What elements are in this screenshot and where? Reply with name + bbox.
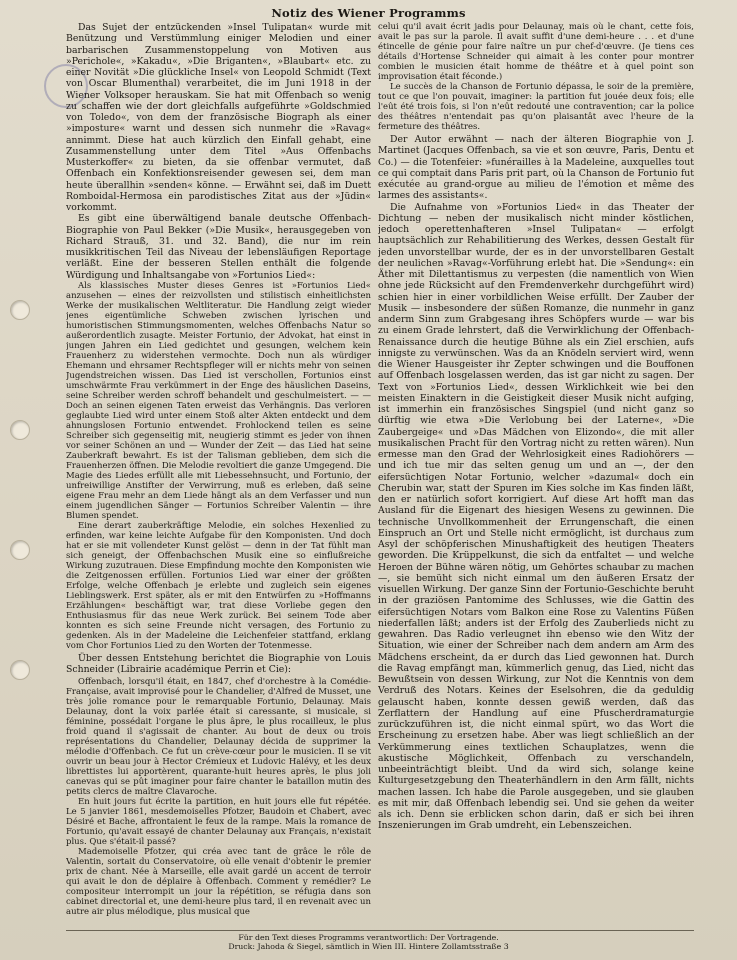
paragraph: Es gibt eine überwältigend banale deutsche Offenbach-Biographie von Paul Bekker (»Die Musik«, herausgegeben von Richard Strauß, 31. und 32. Band), die nur im rein musikkritischen Teil das Niveau der lebensläufigen Reportage verläßt. Eine der besseren Stellen enthält die folgende Würdigung und Inhaltsangabe von »Fortunios Lied«: xyxy=(66,213,371,281)
page-title: Notiz des Wiener Programms xyxy=(271,6,466,20)
punch-hole xyxy=(10,540,30,560)
punch-hole xyxy=(10,660,30,680)
quoted-paragraph: Le succès de la Chanson de Fortunio dépassa, le soir de la première, tout ce que l'on pouvait, imaginer: la partition fut jouée deux fois; elle l'eût été trois fois, si l'on n'eût redouté une contravention; car la police des théâtres n'entendait pas qu'on plaisantât avec l'heure de la fermeture des théâtres. xyxy=(378,82,694,132)
quoted-paragraph: Mademoiselle Pfotzer, qui créa avec tant de grâce le rôle de Valentin, sortait du Conservatoire, où elle venait d'obtenir le premier prix de chant. Née à Marseille, elle avait gardé un accent de terroir qui avait le don de déplaire à Offenbach. Comment y remédier? Le compositeur interrompit un jour la répétition, se réfugia dans son cabinet directorial et, une demi-heure plus tard, il en revenait avec un autre air plus mélodique, plus musical que xyxy=(66,847,371,918)
quoted-paragraph: En huit jours fut écrite la partition, en huit jours elle fut répétée. Le 5 janvier 1861, mesdemoiselles Pfotzer, Baudoin et Chabert, avec Désiré et Bache, affrontaient le feux de la rampe. Mais la romance de Fortunio, qu'avait essayé de chanter Delaunay aux Français, n'existait plus. Que s'était-il passé? xyxy=(66,797,371,848)
paragraph: Die Aufnahme von »Fortunios Lied« in das Theater der Dichtung — neben der musikalisch nicht minder köstlichen, jedoch operettenhafteren »Insel Tulipatan« — erfolgt hauptsächlich zur Rehabilitierung des Werkes, dessen Gestalt für jeden unvorstellbar wurde, der es in der unvorstellbaren Gestalt der neulichen »Ravag«-Vorführung erlebt hat. Die »Sendung«: ein Äther mit Dilettantismus zu verpesten (die namentlich von Wien ohne jede Rücksicht auf den Fremdenverkehr durchgeführt wird) schien hier in einer vorbildlichen Weise erfüllt. Der Zauber der Musik — insbesondere der süßen Romanze, die nunmehr in ganz anderm Sinn zum Grabgesang ihres Schöpfers wurde — war bis zu einem Grade lehrstert, daß die Verwirklichung der Offenbach-Renaissance durch die heutige Bühne als ein Ziel erschien, aufs innigste zu verwünschen. Was da an Knödeln serviert wird, wenn die Wiener Hausgeister ihr Zepter schwingen und die Bouffonen auf Offenbach losgelassen werden, das ist gar nicht zu sagen. Der Text von »Fortunios Lied«, dessen Wirklichkeit wie bei den meisten Einaktern in die Geistigkeit dieser Musik nicht aufging, ist immerhin ein französisches Singspiel (und nicht ganz so dürftig wie etwa »Die Verlobung bei der Laterne«, »Die Zaubergeige« und »Das Mädchen von Elizondo«, die mit aller musikalischen Pracht für den Vortrag nicht zu retten wären). Nun ermesse man den Grad der Wehrlosigkeit eines Radiohörers — und ich tue mir das selten genug um und an —, der den eifersüchtigen Notar Fortunio, welcher »dazumal« doch ein Cherubin war, statt der Spuren im Kies solche im Kas finden läßt, den er natürlich sofort korrigiert. Auf diese Art hofft man das Ausland für die Eigenart des hiesigen Wesens zu gewinnen. Die technische Unvollkommenheit der Errungenschaft, die einen Einspruch an Ort und Stelle nicht ermöglicht, ist durchaus zum Asyl der schöpferischen Minushaftigkeit des heutigen Theaters geworden. Die Krüppelkunst, die sich da entfaltet — und welche Heroen der Bühne wären nötig, um Gehörtes schaubar zu machen —, sie bemüht sich nicht einmal um den äußeren Ersatz der visuellen Wirkung. Der ganze Sinn der Fortunio-Geschichte beruht in der graziösen Pantomime des Schlusses, wie die Gattin des eifersüchtigen Notars vom Balkon eine Rose zu Valentins Füßen niederfallen läßt; anders ist der Erfolg des Zauberlieds nicht zu gewahren. Das Radio verleugnet ihn ebenso wie den Witz der Situation, wie einer der Schreiber nach dem andern am Arm des Mädchens erscheint, da er durch das Lied gewonnen hat. Durch die Ravag empfängt man, kümmerlich genug, das Lied, nicht das Bewußtsein von dessen Wirkung, zur Not die Kenntnis von dem Verdruß des Notars. Keines der Eselsohren, die da geduldig gelauscht haben, konnte dessen gewiß werden, daß das Zerflattern der Handlung auf eine Pfuscherdramaturgie zurückzuführen ist, die nicht einmal spürt, wo das Wort die Erscheinung zu ersetzen habe. Aber was liegt schließlich an der Verkümmerung eines textlichen Schauplatzes, wenn die akustische Möglichkeit, Offenbach zu verschandeln, unbeeinträchtigt bleibt. Und da wird sich, solange keine Kulturgesetzgebung den Theaterhändlern in den Arm fällt, nichts machen lassen. Ich habe die Parole ausgegeben, und sie glauben es mit mir, daß Offenbach lebendig sei. Und sie gehen da weiter als ich. Denn sie erblicken schon darin, daß er sich bei ihren Inszenierungen im Grab umdreht, ein Lebenszeichen. xyxy=(378,201,694,832)
paragraph: Das Sujet der entzückenden »Insel Tulipatan« wurde mit Benützung und Verstümmlung einiger Melodien und einer barbarischen Zusammenstoppelung von Motiven aus »Perichole«, »Kakadu«, »Die Briganten«, »Blaubart« etc. zu einer Novität »Die glückliche Insel« von Leopold Schmidt (Text von Oscar Blumenthal) verarbeitet, die im Juni 1918 in der Wiener Volksoper herauskam. Sie hat mit Offenbach so wenig zu schaffen wie der dort gleichfalls aufgeführte »Goldschmied von Toledo«, von dem der französische Biograph als einer »imposture« warnt und dessen sich nunmehr die »Ravag« annimmt. Diese hat auch kürzlich den Einfall gehabt, eine Zusammenstellung unter dem Titel »Aus Offenbachs Musterkoffer« zu bieten, da sie offenbar vermutet, daß Offenbach ein Konfektionsreisender gewesen sei, dem man heute überallhin »senden« könne. — Erwähnt sei, daß im Duett Romboidal-Hermosa ein parodistisches Zitat aus der »Jüdin« vorkommt. xyxy=(66,22,371,213)
left-column xyxy=(66,22,371,930)
punch-hole xyxy=(10,420,30,440)
paragraph: Der Autor erwähnt — nach der älteren Biographie von J. Martinet (Jacques Offenbach, sa vie et son œuvre, Paris, Dentu et Co.) — die Totenfeier: »funérailles à la Madeleine, auxquelles tout ce qui comptait dans Paris prit part, où la Chanson de Fortunio fut exécutée au grand-orgue au milieu de l'émotion et même des larmes des assistants«. xyxy=(378,134,694,202)
quoted-paragraph: Offenbach, lorsqu'il était, en 1847, chef d'orchestre à la Comédie-Française, avait improvisé pour le Chandelier, d'Alfred de Musset, une très jolie romance pour le remarquable Fortunio, Delaunay. Mais Delaunay, dont la voix parlée était si caressante, si musicale, si féminine, possédait l'organe le plus âpre, le plus rocailleux, le plus froid quand il s'agissait de chanter. Au bout de deux ou trois représentations du Chandelier, Delaunay décida de supprimer la mélodie d'Offenbach. Ce fut un crève-cœur pour le musicien. Il se vit ouvrir un beau jour à Hector Crémieux et Ludovic Halévy, et les deux librettistes lui apportèrent, quarante-huit heures après, le plus joli canevas qui se pût imaginer pour faire chanter le bataillon mutin des petits clercs de maître Clavaroche. xyxy=(66,677,371,798)
right-column xyxy=(378,22,694,930)
punch-hole xyxy=(10,300,30,320)
footer-rule xyxy=(66,930,694,931)
binder-holes xyxy=(0,0,40,960)
quoted-paragraph: celui qu'il avait écrit jadis pour Delaunay, mais où le chant, cette fois, avait le pas sur la parole. Il avait suffit d'une demi-heure . . . et d'une étincelle de génie pour faire naître un pur chef-d'œuvre. (Je tiens ces détails d'Hortense Schneider qui aimait à les conter pour montrer combien le musicien était homme de théâtre et à quel point son improvisation était féconde.) xyxy=(378,22,694,82)
footer xyxy=(0,933,737,951)
footer-responsibility: Für den Text dieses Programms verantwortlich: Der Vortragende. xyxy=(238,933,499,942)
quoted-paragraph: Eine derart zauberkräftige Melodie, ein solches Hexenlied zu erfinden, war keine leichte Aufgabe für den Komponisten. Und doch hat er sie mit vollendeter Kunst gelöst — denn in der Tat fühlt man sich geneigt, der Offenbachschen Musik eine so einflußreiche Wirkung zuzutrauen. Diese Empfindung mochte den Komponisten wie die Zeitgenossen erfüllen. Fortunios Lied war einer der größten Erfolge, welche Offenbach je erlebte und zugleich sein eigenes Lieblingswerk. Erst später, als er mit den Entwürfen zu »Hoffmanns Erzählungen« beschäftigt war, trat diese Vorliebe gegen den Enthusiasmus für das neue Werk zurück. Bei seinem Tode aber konnten es sich seine Freunde nicht versagen, des Fortunio zu gedenken. Als in der Madeleine die Leichenfeier stattfand, erklang vom Chor Fortunios Lied zu den Worten der Totenmesse. xyxy=(66,520,371,651)
footer-printer: Druck: Jahoda & Siegel, sämtlich in Wien III. Hintere Zollamtsstraße 3 xyxy=(228,942,509,951)
paragraph: Über dessen Entstehung berichtet die Biographie von Louis Schneider (Librairie académique Perrin et Cie): xyxy=(66,652,371,675)
quoted-paragraph: Als klassisches Muster dieses Genres ist »Fortunios Lied« anzusehen — eines der reizvollsten und stilistisch einheitlichsten Werke der musikalischen Weltliteratur. Die Handlung zeigt wieder jenes eigentümliche Schweben zwischen lyrischen und humoristischen Stimmungsmomenten, welches Offenbachs Natur so außerordentlich zusagte. Meister Fortunio, der Advokat, hat einst in jungen Jahren ein Lied gedichtet und gesungen, welchem kein Frauenherz zu widerstehen vermochte. Doch nun als würdiger Ehemann und ehrsamer Rechtspfleger will er nichts mehr von seinen Jugendstreichen wissen. Das Lied ist verschollen, Fortunios einst umschwärmte Frau verkümmert in der Enge des häuslichen Daseins, seine Schreiber werden schroff behandelt und geschulmeistert. — — Doch an seinen eigenen Taten erweist das Verhängnis. Das verloren geglaubte Lied wird unter einem Stoß alter Akten entdeckt und dem ahnungslosen Fortunio entwendet. Frohlockend teilen es seine Schreiber sich gegenseitig mit, neugierig stimmt es jeder von ihnen vor seiner Schönen an und — Wunder der Zeit — das Lied hat seine Zauberkraft bewahrt. Es ist der Talisman geblieben, dem sich die Frauenherzen öffnen. Die Melodie revoltiert die ganze Umgegend. Die Magie des Liedes erfüllt alle mit Liebessehnsucht, und Fortunio, der unfreiwillige Anstifter der Verwirrung, muß es erleben, daß seine eigene Frau mehr an dem Liede hängt als an dem Verfasser und nun einem jugendlichen Sänger — Fortunios Schreiber Valentin — ihre Blumen spendet. xyxy=(66,280,371,521)
